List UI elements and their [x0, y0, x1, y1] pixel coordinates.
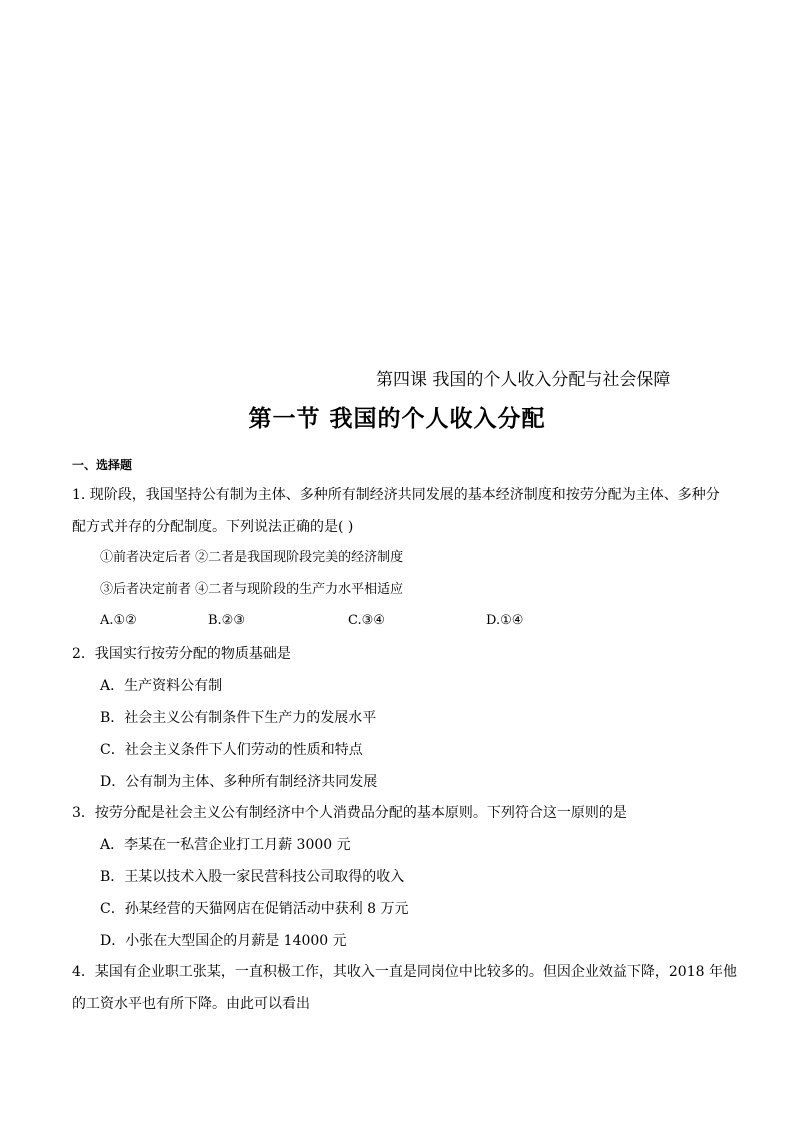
question-1-statement-1: ①前者决定后者 ②二者是我国现阶段完美的经济制度 [100, 550, 404, 565]
section-title: 第一节 我国的个人收入分配 [248, 406, 546, 432]
question-1-stem-line-1: 1. 现阶段，我国坚持公有制为主体、多种所有制经济共同发展的基本经济制度和按劳分配为主体、多种分 [72, 487, 720, 503]
question-1-choice-a: A.①② [100, 613, 137, 628]
question-3-option-d: D．小张在大型国企的月薪是 14000 元 [100, 933, 347, 949]
question-4-stem-line-2: 的工资水平也有所下降。由此可以看出 [72, 996, 310, 1012]
question-1-choice-d: D.①④ [486, 613, 524, 628]
section-label: 一、选择题 [72, 458, 133, 472]
question-4-stem-line-1: 4．某国有企业职工张某，一直积极工作，其收入一直是同岗位中比较多的。但因企业效益下降，2018 年他 [72, 964, 737, 980]
question-2-option-a: A．生产资料公有制 [100, 678, 223, 694]
question-2-option-c: C．社会主义条件下人们劳动的性质和特点 [100, 742, 363, 758]
question-3-option-b: B．王某以技术入股一家民营科技公司取得的收入 [100, 869, 405, 885]
question-3-stem: 3．按劳分配是社会主义公有制经济中个人消费品分配的基本原则。下列符合这一原则的是 [72, 805, 627, 821]
question-3-option-c: C．孙某经营的天猫网店在促销活动中获利 8 万元 [100, 901, 409, 917]
question-2-option-b: B．社会主义公有制条件下生产力的发展水平 [100, 710, 377, 726]
question-2-stem: 2．我国实行按劳分配的物质基础是 [72, 646, 291, 662]
question-1-choice-b: B.②③ [208, 613, 245, 628]
question-1-stem-line-2: 配方式并存的分配制度。下列说法正确的是( ) [72, 519, 354, 535]
lesson-title: 第四课 我国的个人收入分配与社会保障 [376, 370, 671, 390]
question-3-option-a: A．李某在一私营企业打工月薪 3000 元 [100, 837, 351, 853]
question-1-choice-c: C.③④ [348, 613, 385, 628]
question-1-statement-2: ③后者决定前者 ④二者与现阶段的生产力水平相适应 [100, 582, 404, 597]
question-2-option-d: D．公有制为主体、多种所有制经济共同发展 [100, 774, 378, 790]
